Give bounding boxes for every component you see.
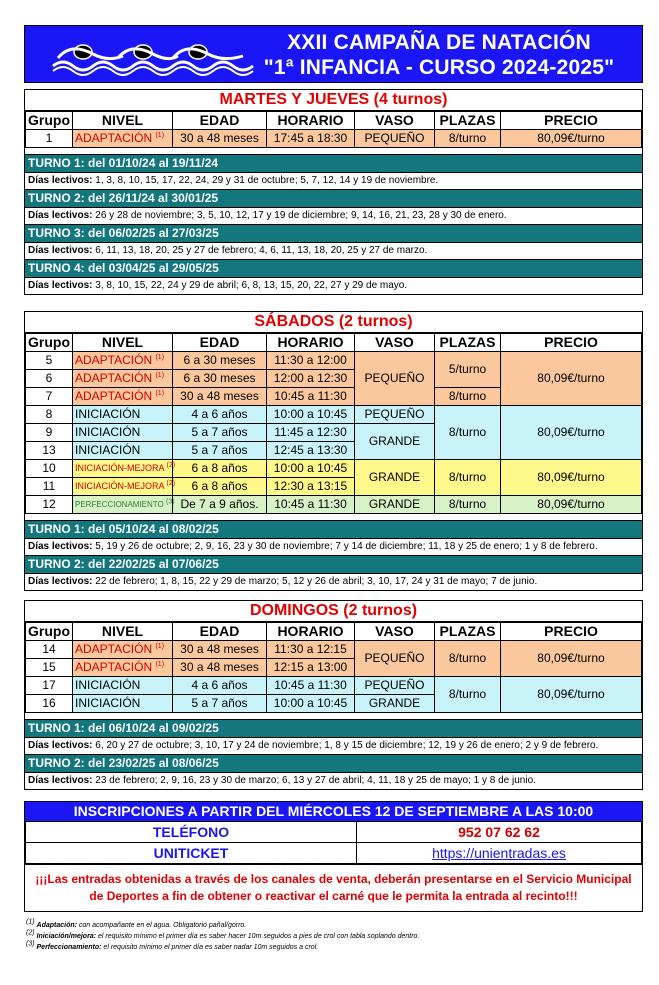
turno-label: TURNO 3: del 06/02/25 al 27/03/25: [25, 224, 642, 242]
turno-label: TURNO 2: del 23/02/25 al 08/06/25: [25, 754, 642, 772]
campaign-subtitle: "1ª INFANCIA - CURSO 2024-2025": [263, 56, 615, 79]
dias-lectivos: Días lectivos: 3, 8, 10, 15, 22, 24 y 29 de abril; 6, 8, 13, 15, 20, 22, 27 y 29 de mayo.: [25, 277, 642, 294]
section-domingos: [24, 600, 643, 790]
dias-lectivos: Días lectivos: 26 y 28 de noviembre; 3, 5, 10, 12, 17 y 19 de diciembre; 9, 14, 16, 21, 23, 28 y 30 de enero.: [25, 207, 642, 224]
col-precio: PRECIO: [501, 112, 642, 130]
uniticket-label: UNITICKET: [26, 843, 357, 864]
dias-lectivos: Días lectivos: 5, 19 y 26 de octubre; 2, 9, 16, 23 y 30 de noviembre; 7 y 14 de diciembre; 11, 18 y 25 de enero; 1 y 8 de febrero.: [25, 538, 642, 555]
footnote: $^{(3)}$ Perfeccionamiento: el requisito mínimo el primer día es saber nadar 10m seguidos a crol.: [26, 940, 319, 951]
footnote: $^{(2)}$ Iniciación/mejora: el requisito mínimo el primer día es saber hacer 10m seguidos a pies de crol con tabla soplando dentro.: [26, 929, 420, 940]
turno-label: TURNO 1: del 01/10/24 al 19/11/24: [25, 154, 642, 172]
footnote: $^{(1)}$ Adaptación: con acompañante en el agua. Obligatorio pañal/gorro.: [26, 918, 247, 929]
dias-lectivos: Días lectivos: 22 de febrero; 1, 8, 15, 22 y 29 de marzo; 5, 12 y 26 de abril; 3, 10, 17, 24 y 31 de mayo; 7 de junio.: [25, 573, 642, 590]
turno-label: TURNO 2: del 22/02/25 al 07/06/25: [25, 555, 642, 573]
dias-lectivos: Días lectivos: 1, 3, 8, 10, 15, 17, 22, 24, 29 y 31 de octubre; 5, 7, 12, 14 y 19 de noviembre.: [25, 172, 642, 189]
table-row: 11 INICIACIÓN-MEJORA $^{(2)}$ 6 a 8 años 12:30 a 13:15: [26, 478, 642, 496]
col-edad: EDAD: [173, 112, 267, 130]
section-title: DOMINGOS (2 turnos): [25, 601, 642, 622]
inscripciones-box: [24, 801, 643, 912]
table-row: 9 INICIACIÓN 5 a 7 años 11:45 a 12:30 GRANDE: [26, 424, 642, 442]
page-header: [24, 25, 643, 83]
dias-lectivos: Días lectivos: 6, 11, 13, 18, 20, 25 y 27 de febrero; 4, 6, 11, 13, 18, 20, 25 y 27 de marzo.: [25, 242, 642, 259]
table-row: 13 INICIACIÓN 5 a 7 años 12:45 a 13:30: [26, 442, 642, 460]
col-vaso: VASO: [355, 112, 435, 130]
section-title: SÁBADOS (2 turnos): [25, 312, 642, 333]
turno-label: TURNO 4: del 03/04/25 al 29/05/25: [25, 259, 642, 277]
col-plazas: PLAZAS: [435, 112, 501, 130]
table-row: 15 ADAPTACIÓN $^{(1)}$ 30 a 48 meses 12:15 a 13:00: [26, 659, 642, 677]
table-header-row: [26, 112, 642, 130]
dias-lectivos: Días lectivos: 6, 20 y 27 de octubre; 3, 10, 17 y 24 de noviembre; 1, 8 y 15 de diciembre; 12, 19 y 26 de enero; 2 y 9 de febrero.: [25, 737, 642, 754]
turno-label: TURNO 1: del 05/10/24 al 08/02/25: [25, 520, 642, 538]
swimmers-logo-icon: [53, 38, 253, 74]
table-row: 7 ADAPTACIÓN $^{(1)}$ 30 a 48 meses 10:45 a 11:30 8/turno: [26, 388, 642, 406]
table-row: 17 INICIACIÓN 4 a 6 años 10:45 a 11:30 PEQUEÑO 8/turno 80,09€/turno: [26, 677, 642, 695]
table-row: 5 ADAPTACIÓN $^{(1)}$ 6 a 30 meses 11:30 a 12:00 PEQUEÑO 5/turno 80,09€/turno: [26, 352, 642, 370]
col-nivel: NIVEL: [73, 112, 173, 130]
col-horario: HORARIO: [267, 112, 355, 130]
section-title: MARTES Y JUEVES (4 turnos): [25, 90, 642, 111]
campaign-title: XXII CAMPAÑA DE NATACIÓN: [287, 31, 591, 54]
table-row: 16 INICIACIÓN 5 a 7 años 10:00 a 10:45 GRANDE: [26, 695, 642, 713]
turno-label: TURNO 2: del 26/11/24 al 30/01/25: [25, 189, 642, 207]
schedule-table: [25, 111, 642, 148]
table-row: 10 INICIACIÓN-MEJORA $^{(2)}$ 6 a 8 años 10:00 a 10:45 GRANDE 8/turno 80,09€/turno: [26, 460, 642, 478]
section-martes-jueves: [24, 89, 643, 295]
telefono-number[interactable]: 952 07 62 62: [357, 822, 642, 843]
col-grupo: Grupo: [26, 112, 73, 130]
table-row: 8 INICIACIÓN 4 a 6 años 10:00 a 10:45 PEQUEÑO 8/turno 80,09€/turno: [26, 406, 642, 424]
table-header-row: Grupo NIVEL EDAD HORARIO VASO PLAZAS PRECIO: [26, 623, 642, 641]
table-row: 1 ADAPTACIÓN $^{(1)}$ 30 a 48 meses 17:45 a 18:30 PEQUEÑO 8/turno 80,09€/turno: [26, 130, 642, 148]
turno-label: TURNO 1: del 06/10/24 al 09/02/25: [25, 719, 642, 737]
table-row: 12 PERFECCIONAMIENTO $^{(3)}$ De 7 a 9 años. 10:45 a 11:30 GRANDE 8/turno 80,09€/turno: [26, 496, 642, 514]
contact-table: [25, 821, 642, 864]
uniticket-link[interactable]: https://unientradas.es: [357, 843, 642, 864]
table-header-row: Grupo NIVEL EDAD HORARIO VASO PLAZAS PRECIO: [26, 334, 642, 352]
schedule-table: [25, 333, 642, 514]
inscripciones-title: INSCRIPCIONES A PARTIR DEL MIÉRCOLES 12 DE SEPTIEMBRE A LAS 10:00: [25, 802, 642, 821]
dias-lectivos: Días lectivos: 23 de febrero; 2, 9, 16, 23 y 30 de marzo; 6, 13 y 27 de abril; 4, 11, 18 y 25 de mayo; 1 y 8 de junio.: [25, 772, 642, 789]
warning-text: ¡¡¡Las entradas obtenidas a través de los canales de venta, deberán presentarse en el Servicio Municipal de Deportes a fin de obtener o reactivar el carné que le permita la entrada al recinto!!!: [25, 864, 642, 911]
table-row: 6 ADAPTACIÓN $^{(1)}$ 6 a 30 meses 12:00 a 12:30: [26, 370, 642, 388]
section-sabados: [24, 311, 643, 591]
footnotes: [26, 920, 626, 953]
schedule-table: [25, 622, 642, 713]
table-row: 14 ADAPTACIÓN $^{(1)}$ 30 a 48 meses 11:30 a 12:15 PEQUEÑO 8/turno 80,09€/turno: [26, 641, 642, 659]
telefono-label: TELÉFONO: [26, 822, 357, 843]
